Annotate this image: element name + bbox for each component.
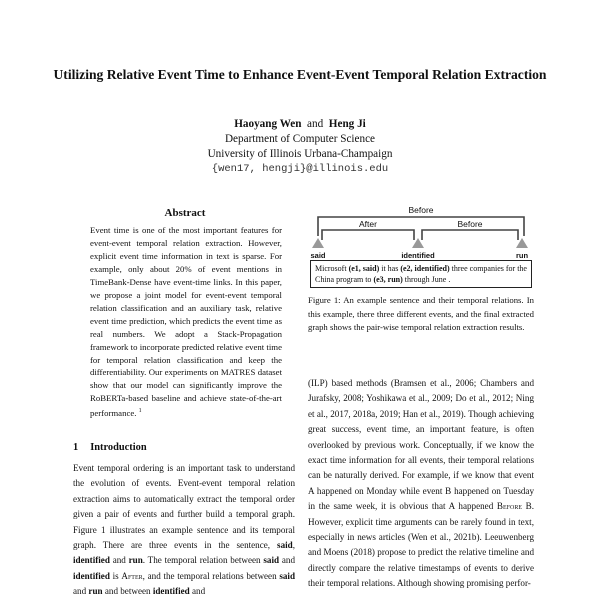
intro-comma: , — [292, 540, 295, 551]
event-said: said — [277, 540, 293, 551]
sentence-part-c: three companies for the China program to — [315, 264, 527, 284]
intro-and-2: and — [281, 555, 295, 566]
right-text-1: (ILP) based methods (Bramsen et al., 2006; Chambers and Jurafsky, 2008; Yoshikawa et al., 2009; Do et al., 2012; Ning et al., 2017, 2018a, 2019; Han et al., 2019). Though achieving great success, event time, an important feature, is often overlooked by previous work. Conceptually, if we know the exact time information for all events, their temporal relations can be naturally derived. For example, if we know that event A happened on Monday while event B happened on Tuesday in the same week, it is obvious that A happened — [308, 378, 534, 512]
figure-sentence-box — [310, 260, 532, 288]
abstract-body: Event time is one of the most important features for event-event temporal relation extraction. However, explicit event time information in text is sparse. For example, only about 20% of event mentions in TimeBank-Dense have event-time links. In this paper, we propose a joint model for event-event temporal relation classification and an auxiliary task, relative event time prediction, which predicts the event time as real numbers. We adopt a Stack-Propagation framework to incorporate predicted relative event time for temporal relation classification and keep the differentiability. Our experiments on MATRES dataset show that our model can significantly improve the RoBERTa-based baseline and achieve state-of-the-art performance. — [90, 225, 282, 419]
intro-text-1: Event temporal ordering is an important task to understand the evolution of events. Event-event temporal relation extraction aims to automatically extract the temporal order given a pair of events and further build a temporal graph. Figure 1 illustrates an example sentence and its temporal graph. There are three events in the sentence, — [73, 463, 295, 551]
intro-is: is — [112, 570, 119, 581]
paper-title: Utilizing Relative Event Time to Enhance Event-Event Temporal Relation Extraction — [53, 67, 547, 82]
sentence-event-3: (e3, run) — [373, 275, 403, 284]
event-said-2: said — [263, 555, 280, 566]
affiliation-department: Department of Computer Science — [224, 133, 376, 145]
intro-and-3: and — [73, 586, 87, 597]
event-identified: identified — [73, 555, 110, 566]
affiliation-university: University of Illinois Urbana-Champaign — [207, 148, 393, 160]
label-before-top: Before — [408, 205, 434, 215]
sentence-part-b: it has — [381, 264, 399, 273]
right-column-text — [308, 376, 534, 592]
event-run-2: run — [88, 586, 103, 597]
label-before: Before — [457, 219, 483, 229]
event-identified-3: identified — [152, 586, 190, 597]
event-said-3: said — [279, 570, 296, 581]
author-block — [100, 117, 500, 177]
intro-and: and — [112, 555, 126, 566]
node-identified: identified — [401, 251, 435, 260]
relation-after: After — [121, 570, 143, 581]
abstract-heading: Abstract — [164, 207, 206, 219]
sentence-part-d: through June . — [404, 275, 451, 284]
author-names — [100, 117, 500, 132]
section-number: 1 — [73, 442, 79, 453]
sentence-event-1: (e1, said) — [348, 264, 380, 273]
abstract-text — [90, 224, 282, 420]
node-run: run — [515, 251, 529, 260]
intro-text-2: . The temporal relation between — [142, 555, 261, 566]
intro-and-between: and between — [104, 586, 151, 597]
right-text-2: B. However, explicit time arguments can be rarely found in text, especially in news articles (Wen et al., 2021b). Leeuwenberg and Moens (2018) propose to predict the relative timeline and directly compare the relative timestamps of events to derive their temporal relations. Although showing promising perfor- — [308, 501, 535, 589]
label-after: After — [359, 219, 377, 229]
edge-identified-run — [422, 230, 518, 240]
event-run: run — [128, 555, 143, 566]
edge-said-identified — [322, 230, 414, 240]
footnote-mark: 1 — [138, 408, 142, 415]
event-identified-2: identified — [73, 570, 110, 581]
section-heading — [73, 442, 147, 453]
author-email: {wen17, hengji}@illinois.edu — [211, 163, 389, 175]
edge-said-run — [318, 217, 524, 236]
author-1: Haoyang Wen — [234, 118, 302, 130]
section-title: Introduction — [90, 442, 147, 453]
intro-text-3: , and the temporal relations between — [142, 570, 277, 581]
node-said: said — [310, 251, 326, 260]
author-and: and — [307, 118, 324, 130]
intro-and-4: and — [192, 586, 206, 597]
author-2: Heng Ji — [328, 118, 366, 130]
sentence-part-a: Microsoft — [315, 264, 347, 273]
sentence-event-2: (e2, identified) — [400, 264, 450, 273]
intro-paragraph — [73, 461, 295, 600]
figure-caption: Figure 1: An example sentence and their temporal relations. In this example, there three different events, and the final extracted graph shows the pair-wise temporal relation extraction results. — [308, 295, 534, 332]
relation-before: Before — [496, 501, 522, 512]
